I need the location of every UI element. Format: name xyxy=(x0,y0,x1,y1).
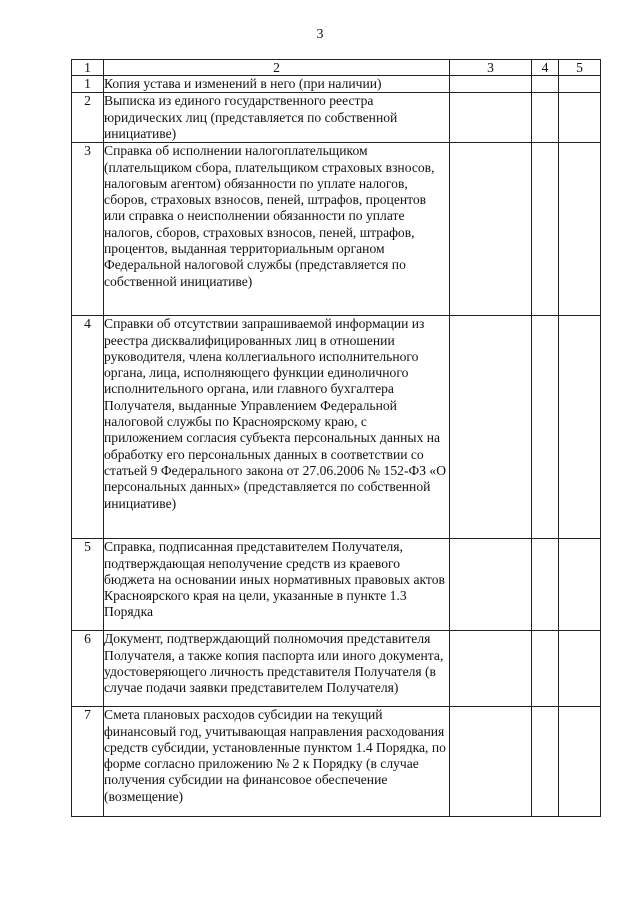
row-description: Справка об исполнении налогоплательщиком (плательщиком сбора, плательщиком страховых взносов, налоговым агентом) обязанности по уплате налогов, сборов, страховых взносов, пеней, штрафов, процентов или справка о неисполнении обязанности по уплате налогов, сборов, страховых взносов, пеней, штрафов, процентов, выданная территориальным органом Федеральной налоговой службы (представляется по собственной инициативе) xyxy=(104,143,450,316)
empty-cell xyxy=(450,631,532,707)
column-header: 4 xyxy=(532,60,559,76)
empty-cell xyxy=(559,539,601,631)
empty-cell xyxy=(559,707,601,817)
table-row xyxy=(72,631,601,707)
table-row xyxy=(72,76,601,93)
empty-cell xyxy=(532,707,559,817)
row-description: Смета плановых расходов субсидии на текущий финансовый год, учитывающая направления расходования средств субсидии, установленные пунктом 1.4 Порядка, по форме согласно приложению № 2 к Порядку (в случае получения субсидии на финансовое обеспечение (возмещение) xyxy=(104,707,450,817)
table-row xyxy=(72,93,601,143)
empty-cell xyxy=(559,143,601,316)
empty-cell xyxy=(450,76,532,93)
empty-cell xyxy=(532,143,559,316)
row-number: 6 xyxy=(72,631,104,707)
empty-cell xyxy=(450,707,532,817)
table-header-row xyxy=(72,60,601,76)
empty-cell xyxy=(450,316,532,539)
empty-cell xyxy=(450,143,532,316)
empty-cell xyxy=(532,316,559,539)
table-row xyxy=(72,316,601,539)
column-header: 3 xyxy=(450,60,532,76)
row-number: 2 xyxy=(72,93,104,143)
empty-cell xyxy=(532,631,559,707)
column-header: 1 xyxy=(72,60,104,76)
empty-cell xyxy=(559,316,601,539)
column-header: 5 xyxy=(559,60,601,76)
documents-table xyxy=(71,59,601,817)
empty-cell xyxy=(450,93,532,143)
row-number: 5 xyxy=(72,539,104,631)
column-header: 2 xyxy=(104,60,450,76)
table-row xyxy=(72,539,601,631)
row-number: 7 xyxy=(72,707,104,817)
page-number: 3 xyxy=(316,27,324,42)
empty-cell xyxy=(559,93,601,143)
empty-cell xyxy=(532,93,559,143)
empty-cell xyxy=(532,76,559,93)
table-row xyxy=(72,143,601,316)
row-description: Документ, подтверждающий полномочия представителя Получателя, а также копия паспорта или иного документа, удостоверяющего личность представителя Получателя (в случае подачи заявки представителем Получателя) xyxy=(104,631,450,707)
row-description: Выписка из единого государственного реестра юридических лиц (представляется по собственной инициативе) xyxy=(104,93,450,143)
row-description: Справки об отсутствии запрашиваемой информации из реестра дисквалифицированных лиц в отношении руководителя, члена коллегиального исполнительного органа, лица, исполняющего функции единоличного исполнительного органа, или главного бухгалтера Получателя, выданные Управлением Федеральной налоговой службы по Красноярскому краю, с приложением согласия субъекта персональных данных на обработку его персональных данных в соответствии со статьей 9 Федерального закона от 27.06.2006 № 152-ФЗ «О персональных данных» (представляется по собственной инициативе) xyxy=(104,316,450,539)
empty-cell xyxy=(532,539,559,631)
row-description: Справка, подписанная представителем Получателя, подтверждающая неполучение средств из краевого бюджета на основании иных нормативных правовых актов Красноярского края на цели, указанные в пункте 1.3 Порядка xyxy=(104,539,450,631)
row-description: Копия устава и изменений в него (при наличии) xyxy=(104,76,450,93)
row-number: 1 xyxy=(72,76,104,93)
empty-cell xyxy=(450,539,532,631)
row-number: 3 xyxy=(72,143,104,316)
row-number: 4 xyxy=(72,316,104,539)
empty-cell xyxy=(559,76,601,93)
empty-cell xyxy=(559,631,601,707)
table-row xyxy=(72,707,601,817)
